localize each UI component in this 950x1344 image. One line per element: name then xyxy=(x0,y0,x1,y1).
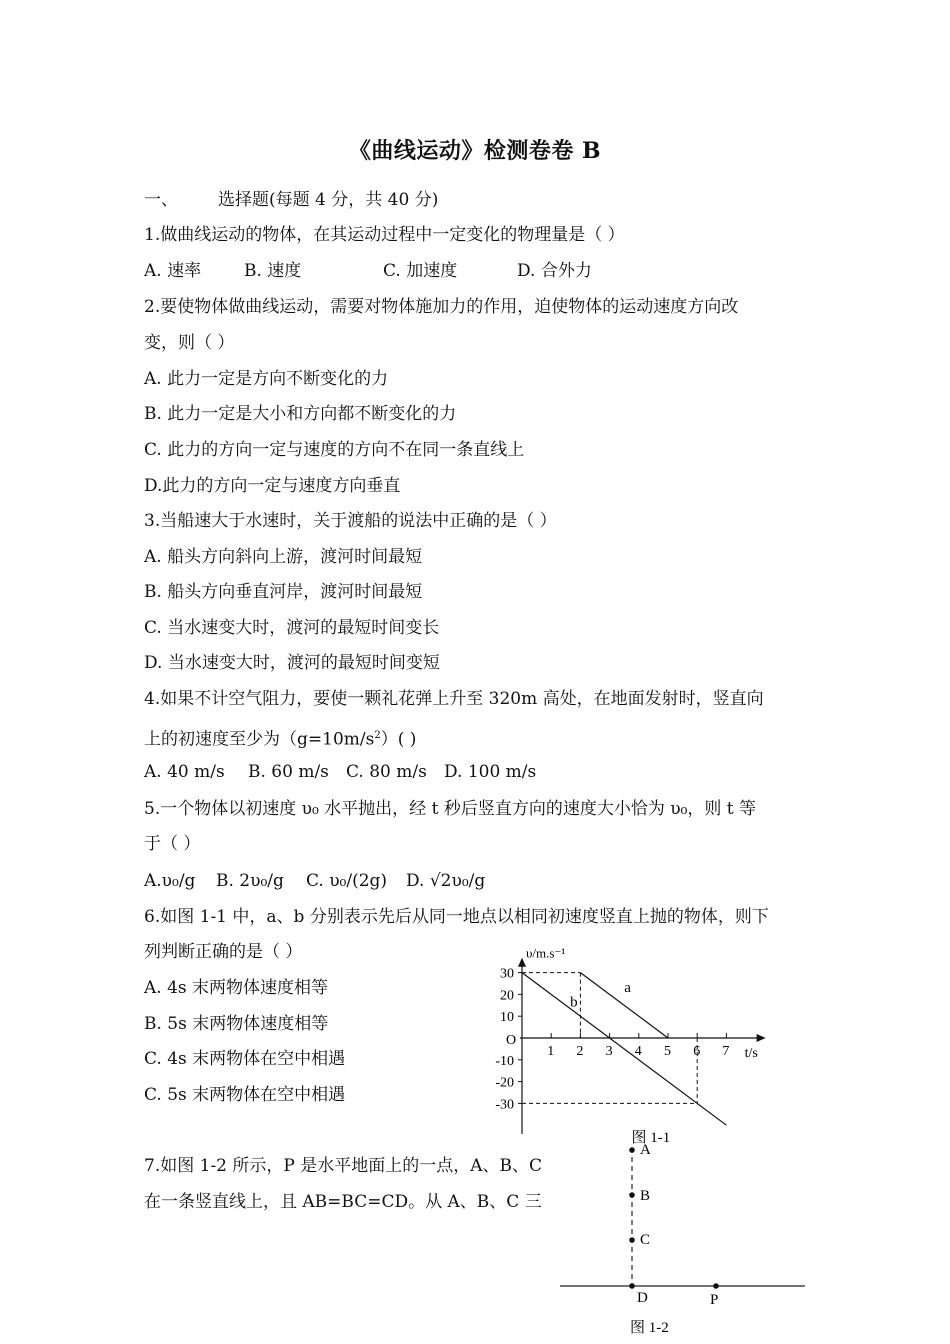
q5-option-c: C. υ₀/(2g) xyxy=(306,871,388,891)
y-tick-label: 20 xyxy=(500,988,514,1004)
q7-stem-line1: 7.如图 1-2 所示，P 是水平地面上的一点，A、B、C xyxy=(144,1156,543,1176)
q1-options xyxy=(144,260,592,282)
label-p: P xyxy=(710,1292,719,1308)
q5-options xyxy=(144,870,485,892)
x-tick-label: 3 xyxy=(605,1044,613,1059)
q2-option-a: A. 此力一定是方向不断变化的力 xyxy=(144,369,389,389)
point-p xyxy=(713,1283,719,1289)
q5-option-a: A.υ₀/g xyxy=(144,871,196,891)
q7-stem-line2: 在一条竖直线上，且 AB=BC=CD。从 A、B、C 三 xyxy=(144,1192,542,1212)
y-tick-label: -10 xyxy=(495,1053,514,1069)
q6-stem-line2: 列判断正确的是（ ） xyxy=(144,942,303,962)
q4-option-b: B. 60 m/s xyxy=(248,762,329,782)
q6-option-c: C. 4s 末两物体在空中相遇 xyxy=(144,1049,346,1069)
origin-label: O xyxy=(506,1033,517,1048)
q4-stem-post: ）( ) xyxy=(380,729,417,750)
y-tick-label: 10 xyxy=(500,1010,514,1026)
q2-stem-line2: 变，则（ ） xyxy=(144,333,235,353)
q1-option-d: D. 合外力 xyxy=(517,261,592,281)
figure-1-2-caption: 图 1-2 xyxy=(630,1320,669,1336)
section-label: 选择题(每题 4 分，共 40 分) xyxy=(218,190,439,210)
q1-stem: 1.做曲线运动的物体，在其运动过程中一定变化的物理量是（ ） xyxy=(144,225,625,245)
q4-option-a: A. 40 m/s xyxy=(144,762,225,782)
x-tick-label: 2 xyxy=(576,1044,584,1059)
q4-stem-line2 xyxy=(144,725,416,751)
series-label-a: a xyxy=(624,980,631,997)
q3-option-b: B. 船头方向垂直河岸，渡河时间最短 xyxy=(144,582,423,602)
y-tick-label: -30 xyxy=(495,1097,514,1113)
y-tick-label: 30 xyxy=(500,966,514,982)
point-a xyxy=(629,1147,635,1153)
q4-stem-line1: 4.如果不计空气阻力，要使一颗礼花弹上升至 320m 高处，在地面发射时，竖直向 xyxy=(144,689,764,709)
x-tick-label: 5 xyxy=(664,1044,671,1059)
x-tick-label: 7 xyxy=(722,1044,730,1059)
q4-options xyxy=(144,761,536,783)
q4-stem-pre: 上的初速度至少为（g=10m/s xyxy=(144,729,375,750)
x-axis-label: t/s xyxy=(744,1046,758,1061)
series-label-b: b xyxy=(570,994,578,1011)
q4-option-d: D. 100 m/s xyxy=(444,762,537,782)
q2-option-b: B. 此力一定是大小和方向都不断变化的力 xyxy=(144,404,457,424)
q3-option-c: C. 当水速变大时，渡河的最短时间变长 xyxy=(144,618,440,638)
q5-stem-line1: 5.一个物体以初速度 υ₀ 水平抛出，经 t 秒后竖直方向的速度大小恰为 υ₀，则 t 等 xyxy=(144,799,757,819)
y-axis-label: υ/m.s⁻¹ xyxy=(526,945,566,961)
chart-caption: 图 1-1 xyxy=(631,1129,671,1146)
page-title: 《曲线运动》检测卷卷 B xyxy=(348,138,602,164)
figure-1-2 xyxy=(550,1130,820,1344)
label-c: C xyxy=(640,1232,651,1248)
q6-option-b: B. 5s 末两物体速度相等 xyxy=(144,1014,329,1034)
label-a: A xyxy=(640,1142,651,1158)
q6-option-d: C. 5s 末两物体在空中相遇 xyxy=(144,1085,346,1105)
q2-option-c: C. 此力的方向一定与速度的方向不在同一条直线上 xyxy=(144,440,525,460)
q3-option-a: A. 船头方向斜向上游，渡河时间最短 xyxy=(144,547,423,567)
label-b: B xyxy=(640,1188,651,1204)
q1-option-c: C. 加速度 xyxy=(383,261,458,281)
point-b xyxy=(629,1192,635,1198)
x-tick-label: 1 xyxy=(547,1044,555,1059)
y-tick-label: -20 xyxy=(495,1075,514,1091)
q4-stem-sup: 2 xyxy=(374,730,381,741)
x-tick-label: 6 xyxy=(693,1044,701,1059)
section-number: 一、 xyxy=(144,190,178,210)
q3-stem: 3.当船速大于水速时，关于渡船的说法中正确的是（ ） xyxy=(144,511,557,531)
point-c xyxy=(629,1237,635,1243)
q3-option-d: D. 当水速变大时，渡河的最短时间变短 xyxy=(144,653,440,673)
y-axis-arrow xyxy=(518,958,526,967)
vt-chart xyxy=(470,940,780,1155)
q5-option-b: B. 2υ₀/g xyxy=(216,871,284,891)
q4-option-c: C. 80 m/s xyxy=(346,762,427,782)
x-axis-arrow xyxy=(757,1034,766,1042)
q6-option-a: A. 4s 末两物体速度相等 xyxy=(144,978,329,998)
q2-stem-line1: 2.要使物体做曲线运动，需要对物体施加力的作用，迫使物体的运动速度方向改 xyxy=(144,297,739,317)
q5-stem-line2: 于（ ） xyxy=(144,834,201,854)
q1-option-b: B. 速度 xyxy=(244,261,302,281)
q5-option-d: D. √2υ₀/g xyxy=(406,871,486,891)
q6-stem-line1: 6.如图 1-1 中，a、b 分别表示先后从同一地点以相同初速度竖直上抛的物体，则下 xyxy=(144,907,769,927)
label-d: D xyxy=(637,1290,648,1306)
x-tick-label: 4 xyxy=(634,1044,642,1059)
q2-option-d: D.此力的方向一定与速度方向垂直 xyxy=(144,476,401,496)
section-heading xyxy=(144,189,438,211)
point-d xyxy=(629,1283,635,1289)
q1-option-a: A. 速率 xyxy=(144,261,202,281)
